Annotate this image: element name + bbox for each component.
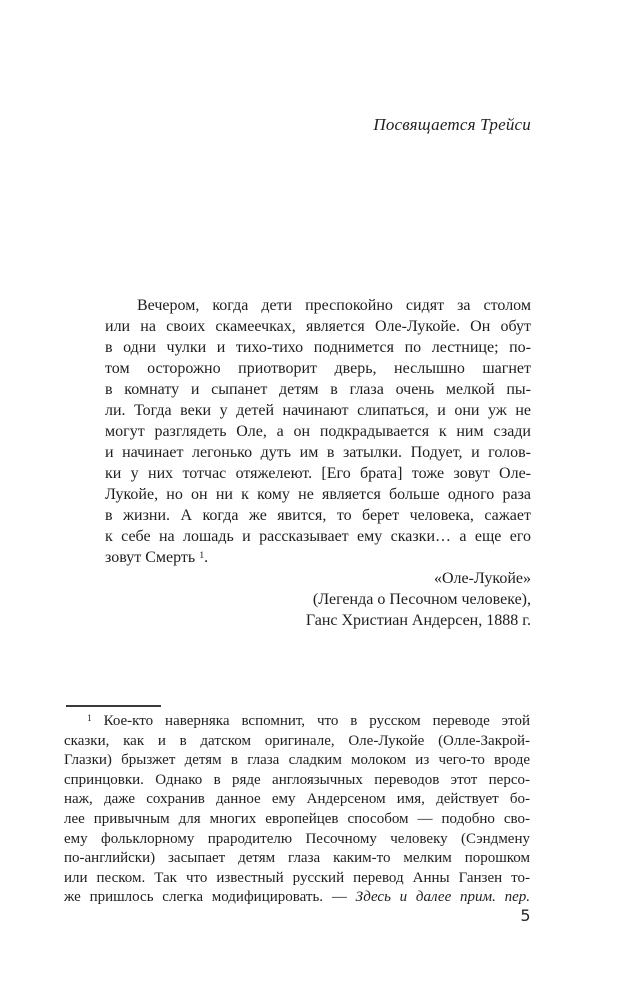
attribution-line: Ганс Христиан Андерсен, 1888 г.	[305, 612, 531, 629]
epigraph-quote	[105, 295, 531, 568]
footnote-segment: наж, даже сохранив данное ему Андерсеном имя, действует бо-	[64, 791, 530, 808]
epigraph-line	[105, 400, 531, 421]
page-number: 5	[520, 906, 531, 925]
epigraph-segment: том осторожно приотворит дверь, неслышно шагнет	[105, 360, 531, 377]
epigraph-segment: к себе на лошадь и рассказывает ему сказки… а еще его	[105, 528, 531, 545]
footnote-separator-rule	[66, 705, 161, 707]
epigraph-line	[105, 358, 531, 379]
epigraph-segment: зовут Смерть	[105, 549, 200, 566]
footnote-text	[64, 712, 530, 908]
epigraph-segment: и начинает легонько дуть им в затылки. Подует, и голов-	[105, 444, 531, 461]
epigraph-line	[105, 316, 531, 337]
footnote-segment: же пришлось слегка модифицировать. —	[64, 889, 356, 906]
footnote-marker: 1	[199, 549, 205, 561]
footnote-line	[64, 732, 530, 752]
epigraph-segment: или на своих скамеечках, является Оле-Лукойе. Он обут	[105, 318, 531, 335]
footnote-segment: спринцовки. Однако в ряде англоязычных переводов этот персо-	[64, 771, 530, 788]
footnote-line	[64, 888, 530, 908]
footnote-segment: ему фольклорному прародителю Песочному человеку (Сэндмену	[64, 830, 530, 847]
epigraph-line	[105, 421, 531, 442]
epigraph-segment: могут разглядеть Оле, а он подкрадывается к ним сзади	[105, 423, 531, 440]
epigraph-segment: в жизни. А когда же явится, то берет человека, сажает	[105, 507, 531, 524]
footnote-line	[64, 869, 530, 889]
footnote-line	[64, 849, 530, 869]
epigraph-line	[105, 505, 531, 526]
epigraph-attribution	[105, 568, 531, 631]
epigraph-line	[105, 547, 531, 568]
footnote-segment: Кое-кто наверняка вспомнит, что в русском переводе этой	[91, 713, 530, 729]
epigraph-segment: в одни чулки и тихо-тихо поднимется по лестнице; по-	[105, 339, 531, 356]
footnote-line	[64, 790, 530, 810]
epigraph-segment: ки у них тотчас отяжелеют. [Его брата] тоже зовут Оле-	[105, 465, 531, 482]
epigraph-segment: Лукойе, но он ни к кому не является больше одного раза	[105, 486, 531, 503]
epigraph-line	[105, 526, 531, 547]
epigraph-line	[105, 442, 531, 463]
epigraph-line	[105, 337, 531, 358]
footnote-segment: Здесь и далее прим. пер.	[355, 889, 531, 906]
footnote-segment: по-английски) засыпает детям глаза каким-то мелким порошком	[64, 850, 530, 867]
footnote-line	[64, 830, 530, 850]
footnote-segment: сказки, как и в датском оригинале, Оле-Лукойе (Олле-Закрой-	[64, 732, 530, 749]
attribution-line: (Легенда о Песочном человеке),	[312, 591, 531, 608]
footnote-line	[64, 810, 530, 830]
footnote-marker: 1	[87, 713, 92, 724]
footnote-segment: лее привычным для многих европейцев способом — подобно сво-	[64, 810, 530, 827]
epigraph-segment: Вечером, когда дети преспокойно сидят за столом	[137, 297, 531, 314]
footnote-line	[64, 751, 530, 771]
epigraph-line	[105, 484, 531, 505]
dedication-text: Посвящается Трейси	[373, 115, 531, 134]
epigraph-segment: ли. Тогда веки у детей начинают слипаться, и они уж не	[105, 402, 531, 419]
footnote-segment: или песком. Так что известный русский перевод Анны Ганзен то-	[64, 869, 530, 886]
epigraph-segment: в комнату и сыпанет детям в глаза очень мелкой пы-	[105, 381, 531, 398]
epigraph-segment: .	[204, 549, 209, 566]
epigraph-line	[105, 463, 531, 484]
attribution-line: «Оле-Лукойе»	[433, 570, 531, 587]
epigraph-line	[105, 379, 531, 400]
footnote-segment: Глазки) брызжет детям в глаза сладким молоком из чего-то вроде	[64, 752, 530, 769]
footnote-line	[64, 712, 530, 732]
footnote-line	[64, 771, 530, 791]
epigraph-line	[105, 295, 531, 316]
